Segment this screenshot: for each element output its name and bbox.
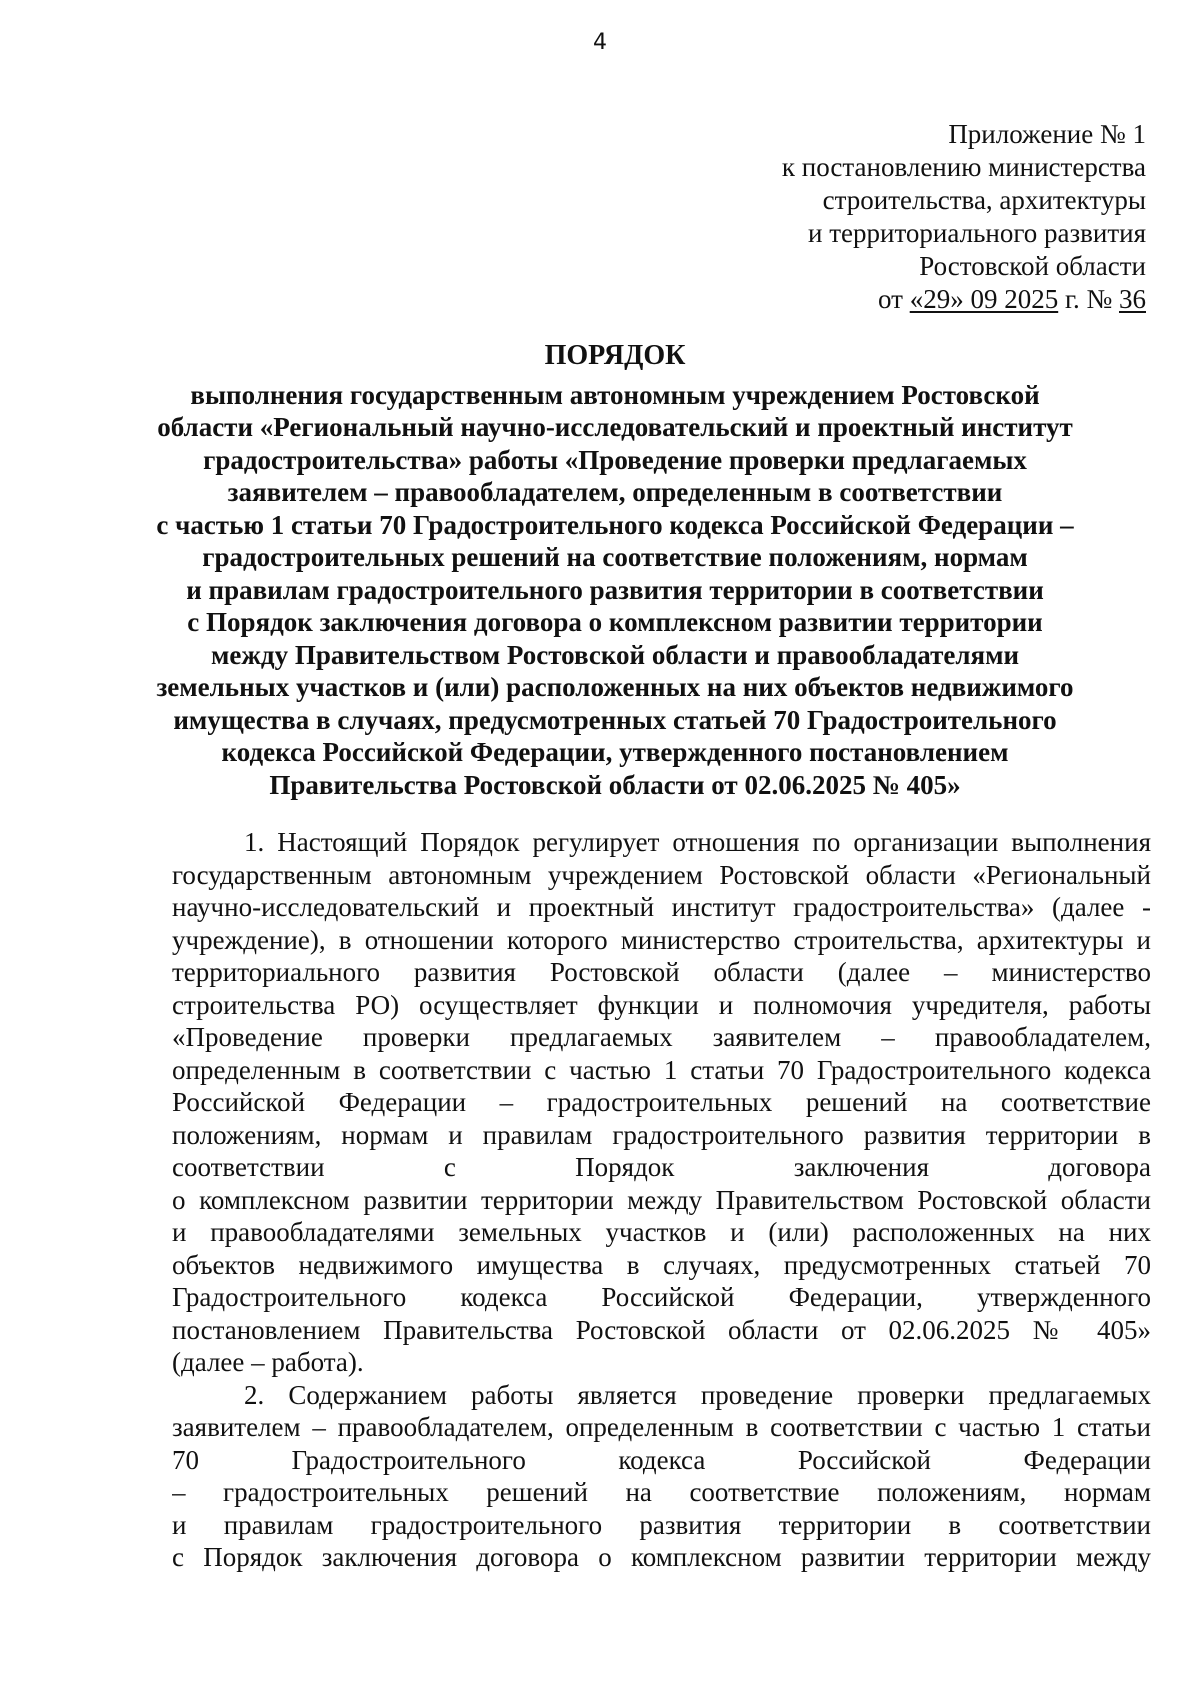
title-line: и правилам градостроительного развития территории в соответствии [186, 574, 1044, 605]
appendix-date-line [782, 283, 1146, 316]
page-number: 4 [593, 30, 607, 55]
body-line: учреждение), в отношении которого министерство строительства, архитектуры и [172, 924, 1151, 955]
body-line: положениям, нормам и правилам градостроительного развития территории в [172, 1119, 1151, 1150]
body-line: – градостроительных решений на соответствие положениям, нормам [172, 1477, 1151, 1507]
body-line: 2. Содержанием работы является проведение проверки предлагаемых [244, 1379, 1151, 1410]
title-line: градостроительных решений на соответствие положениям, нормам [202, 542, 1028, 572]
title-line: с частью 1 статьи 70 Градостроительного кодекса Российской Федерации – [156, 509, 1074, 540]
body-line: с Порядок заключения договора о комплексном развитии территории между [172, 1542, 1151, 1572]
appendix-header [782, 118, 1146, 316]
title-line: градостроительства» работы «Проведение проверки предлагаемых [203, 444, 1027, 475]
body-line: строительства РО) осуществляет функции и полномочия учредителя, работы [172, 989, 1151, 1020]
body-line: государственным автономным учреждением Ростовской области «Региональный [172, 859, 1151, 890]
document-body [172, 826, 1151, 1574]
body-line: и правилам градостроительного развития территории в соответствии [172, 1509, 1151, 1540]
appendix-line: Ростовской области [919, 251, 1146, 281]
title-line: с Порядок заключения договора о комплексном развитии территории [187, 607, 1043, 637]
decree-date: «29» 09 2025 [909, 284, 1059, 314]
title-line: области «Региональный научно-исследовательский и проектный институт [157, 412, 1073, 442]
title-line: выполнения государственным автономным учреждением Ростовской [190, 379, 1040, 410]
body-line: 1. Настоящий Порядок регулирует отношения по организации выполнения [244, 827, 1151, 857]
appendix-line: и территориального развития [808, 218, 1146, 248]
body-line: «Проведение проверки предлагаемых заявителем – правообладателем, [172, 1022, 1151, 1052]
title-heading: ПОРЯДОК [544, 340, 686, 371]
title-line: заявителем – правообладателем, определенным в соответствии [227, 477, 1003, 507]
title-line: кодекса Российской Федерации, утвержденного постановлением [221, 737, 1009, 767]
title-line: земельных участков и (или) расположенных на них объектов недвижимого [156, 672, 1074, 702]
paragraph-1 [172, 826, 1151, 1379]
decree-number: 36 [1119, 284, 1146, 314]
appendix-line: к постановлению министерства [781, 152, 1146, 182]
title-line: между Правительством Ростовской области и правообладателями [210, 639, 1020, 670]
body-line: соответствии с Порядок заключения договора [172, 1152, 1151, 1182]
body-line-last: (далее – работа). [172, 1347, 364, 1377]
paragraph-2 [172, 1379, 1151, 1574]
body-line: определенным в соответствии с частью 1 статьи 70 Градостроительного кодекса [172, 1054, 1151, 1085]
body-line: заявителем – правообладателем, определенным в соответствии с частью 1 статьи [172, 1412, 1151, 1442]
body-line: 70 Градостроительного кодекса Российской Федерации [172, 1444, 1151, 1475]
body-line: объектов недвижимого имущества в случаях, предусмотренных статьей 70 [172, 1249, 1151, 1280]
date-middle: г. № [1058, 284, 1119, 314]
body-line: постановлением Правительства Ростовской области от 02.06.2025 № 405» [172, 1314, 1151, 1345]
body-line: научно-исследовательский и проектный институт градостроительства» (далее - [172, 892, 1151, 922]
date-prefix: от [878, 284, 910, 314]
title-line: имущества в случаях, предусмотренных статьей 70 Градостроительного [173, 704, 1057, 735]
title-line: Правительства Ростовской области от 02.06.2025 № 405» [269, 769, 961, 800]
body-line: Градостроительного кодекса Российской Федерации, утвержденного [172, 1282, 1151, 1312]
body-line: Российской Федерации – градостроительных решений на соответствие [172, 1087, 1151, 1117]
document-title [150, 340, 1080, 801]
appendix-line: Приложение № 1 [948, 119, 1146, 149]
body-line: о комплексном развитии территории между Правительством Ростовской области [172, 1184, 1151, 1215]
body-line: и правообладателями земельных участков и (или) расположенных на них [172, 1217, 1151, 1247]
appendix-line: строительства, архитектуры [822, 185, 1146, 215]
body-line: территориального развития Ростовской области (далее – министерство [172, 957, 1151, 987]
